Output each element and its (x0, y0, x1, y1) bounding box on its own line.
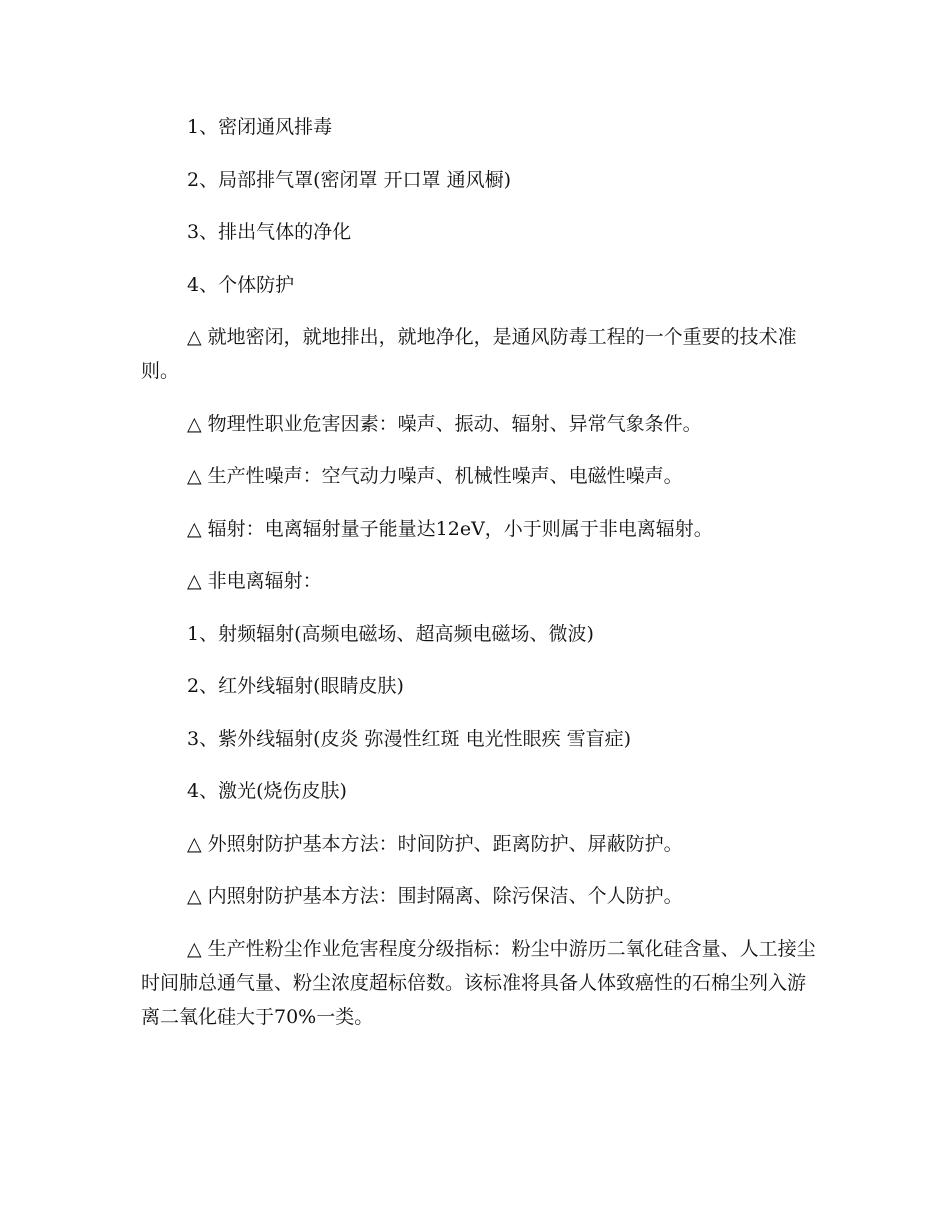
paragraph: 1、射频辐射(高频电磁场、超高频电磁场、微波) (187, 622, 594, 645)
paragraph: 3、紫外线辐射(皮炎 弥漫性红斑 电光性眼疾 雪盲症) (187, 727, 632, 750)
paragraph: 2、红外线辐射(眼睛皮肤) (187, 675, 404, 697)
paragraph: 1、密闭通风排毒 (187, 116, 333, 138)
paragraph: △ 生产性粉尘作业危害程度分级指标：粉尘中游历二氧化硅含量、人工接尘时间肺总通气量、粉尘浓度超标倍数。该标准将具备人体致癌性的石棉尘列入游离二氧化硅大于70%一类。 (141, 937, 816, 1028)
paragraph: 4、个体防护 (187, 273, 295, 296)
paragraph: △ 物理性职业危害因素：噪声、振动、辐射、异常气象条件。 (187, 412, 702, 435)
paragraph: △ 内照射防护基本方法：围封隔离、除污保洁、个人防护。 (187, 885, 683, 907)
paragraph: 2、局部排气罩(密闭罩 开口罩 通风橱) (187, 168, 511, 191)
paragraph: △ 非电离辐射： (187, 570, 322, 592)
paragraph: △ 辐射：电离辐射量子能量达12eV，小于则属于非电离辐射。 (187, 517, 713, 540)
paragraph: 3、排出气体的净化 (187, 221, 352, 243)
paragraph: △ 生产性噪声：空气动力噪声、机械性噪声、电磁性噪声。 (187, 465, 683, 487)
paragraph: △ 外照射防护基本方法：时间防护、距离防护、屏蔽防护。 (187, 832, 683, 855)
paragraph: 4、激光(烧伤皮肤) (187, 780, 347, 802)
document-body (141, 110, 821, 1052)
paragraph: △ 就地密闭，就地排出，就地净化，是通风防毒工程的一个重要的技术准则。 (141, 326, 797, 382)
